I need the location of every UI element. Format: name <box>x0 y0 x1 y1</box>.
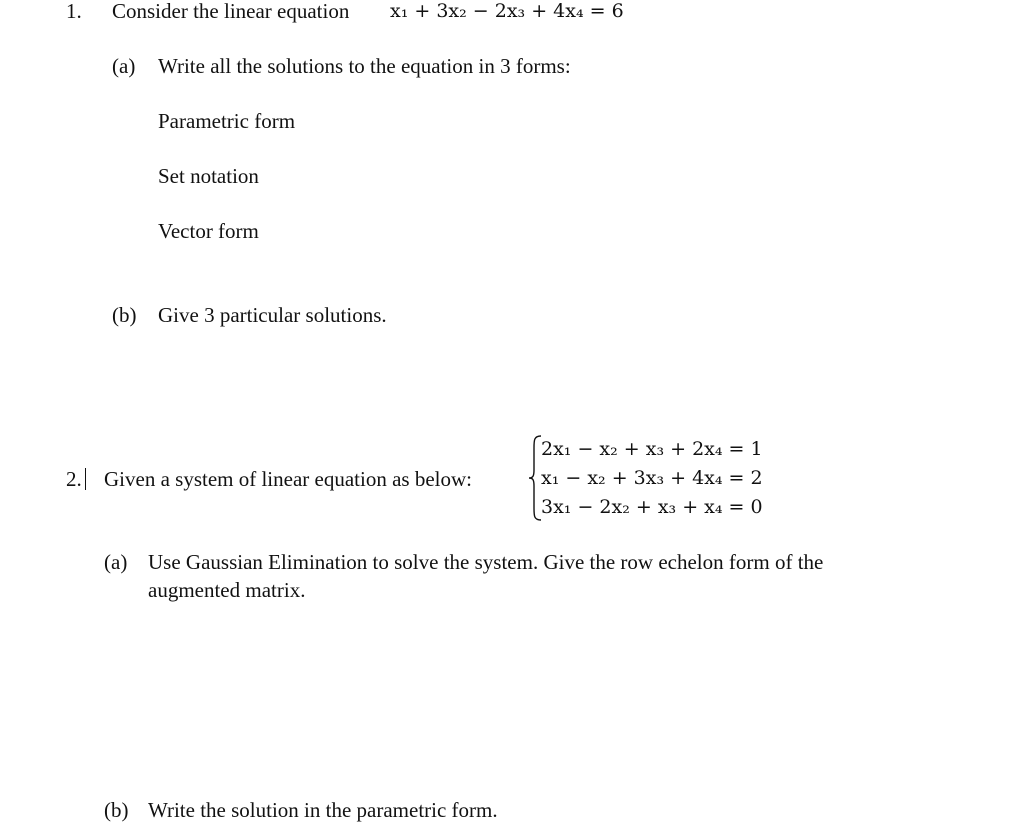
q2-part-a-label: (a) <box>104 550 128 574</box>
q2-intro: Given a system of linear equation as below: <box>104 467 472 491</box>
q1-part-a-label: (a) <box>112 54 136 78</box>
q1-equation: x₁ + 3x₂ − 2x₃ + 4x₄ = 6 <box>390 0 624 22</box>
q2-part-a-text-line2: augmented matrix. <box>148 578 306 602</box>
q2-part-b-text: Write the solution in the parametric form. <box>148 798 498 822</box>
q1-part-a-text: Write all the solutions to the equation in 3 forms: <box>158 54 571 78</box>
q2-number <box>66 467 86 491</box>
q1-form-set-notation: Set notation <box>158 164 259 188</box>
q1-form-parametric: Parametric form <box>158 109 296 133</box>
q2-part-a-text-line1: Use Gaussian Elimination to solve the system. Give the row echelon form of the <box>148 550 824 574</box>
q1-intro: Consider the linear equation <box>112 0 350 23</box>
q2-part-b-label: (b) <box>104 798 129 822</box>
q1-form-vector: Vector form <box>158 219 259 243</box>
q1-part-b-label: (b) <box>112 303 137 327</box>
system-equation-2: x₁ − x₂ + 3x₃ + 4x₄ = 2 <box>541 467 763 489</box>
text-cursor <box>85 468 86 490</box>
system-brace <box>528 434 542 522</box>
system-equation-1: 2x₁ − x₂ + x₃ + 2x₄ = 1 <box>541 438 763 460</box>
q2-number-text: 2. <box>66 467 82 491</box>
q1-number: 1. <box>66 0 82 23</box>
q1-part-b-text: Give 3 particular solutions. <box>158 303 387 327</box>
system-equation-3: 3x₁ − 2x₂ + x₃ + x₄ = 0 <box>541 496 763 518</box>
